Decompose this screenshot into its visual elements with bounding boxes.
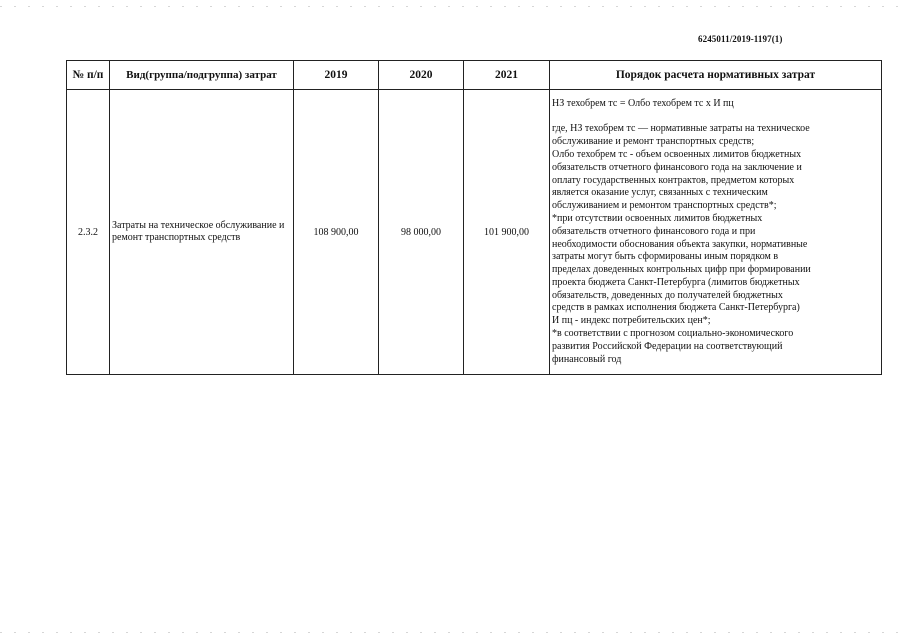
method-line: обязательств отчетного финансового года на заключение и [552,161,802,173]
cell-2019: 108 900,00 [294,90,379,375]
table-header-row [67,61,882,90]
method-line: *в соответствии с прогнозом социально-экономического [552,328,794,340]
method-line: где, НЗ техобрем тс — нормативные затраты на техническое [552,123,810,135]
cell-num: 2.3.2 [67,90,110,375]
method-line: обязательств, доведенных до получателей бюджетных [552,289,783,301]
document-registration-number: 6245011/2019-1197(1) [698,34,783,44]
method-line: развития Российской Федерации на соответствующий [552,340,783,352]
method-line: средств в рамках исполнения бюджета Санкт-Петербурга) [552,302,800,314]
method-line: является оказание услуг, связанных с техническим [552,187,768,199]
method-line: проекта бюджета Санкт-Петербурга (лимитов бюджетных [552,276,800,288]
cell-kind: Затраты на техническое обслуживание и ремонт транспортных средств [110,90,294,375]
method-line: пределах доведенных контрольных цифр при формировании [552,264,811,276]
scan-edge-bottom [0,632,905,633]
header-year-2019: 2019 [294,61,379,90]
header-year-2020: 2020 [379,61,464,90]
cell-2021: 101 900,00 [464,90,550,375]
method-line: *при отсутствии освоенных лимитов бюджетных [552,212,763,224]
header-year-2021: 2021 [464,61,550,90]
method-line: обязательств отчетного финансового года и при [552,225,756,237]
method-line: затраты могут быть сформированы иным порядком в [552,251,779,263]
cell-2020: 98 000,00 [379,90,464,375]
cell-method [550,90,882,375]
header-kind: Вид(группа/подгруппа) затрат [110,61,294,90]
method-line: И пц - индекс потребительских цен*; [552,315,711,327]
method-line: Олбо техобрем тс - объем освоенных лимитов бюджетных [552,148,802,160]
method-line: обслуживанием и ремонтом транспортных средств*; [552,200,777,212]
cost-table [66,60,882,375]
table-row [67,90,882,375]
method-line [552,110,879,123]
method-line: финансовый год [552,353,622,365]
method-line: необходимости обоснования объекта закупки, нормативные [552,238,808,250]
scan-edge-top [0,6,905,7]
method-line: обслуживание и ремонт транспортных средств; [552,136,755,148]
header-num: № п/п [67,61,110,90]
header-method: Порядок расчета нормативных затрат [550,61,882,90]
method-line: оплату государственных контрактов, предметом которых [552,174,795,186]
method-line: НЗ техобрем тс = Олбо техобрем тс х И пц [552,97,734,109]
